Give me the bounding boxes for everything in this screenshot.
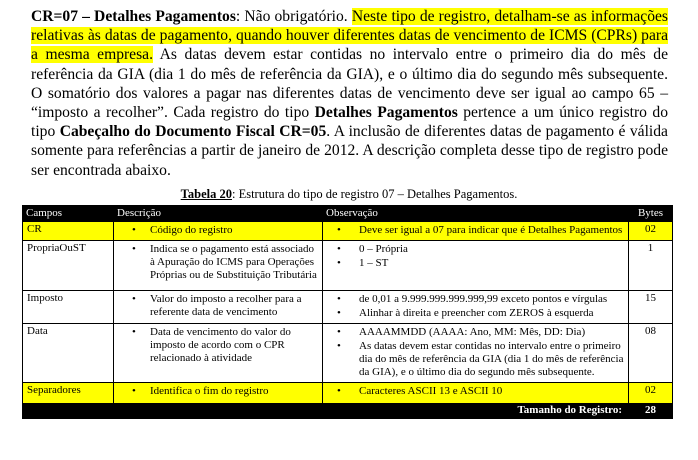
bullet-item [114, 243, 320, 282]
bullet-item [323, 340, 626, 379]
intro-paragraph [31, 7, 668, 180]
paragraph-text: As datas devem estar contidas no intervalo entre o primeiro dia do mês de referência da GIA (dia 1 do mês de referência da GIA), e o último dia do segundo mês subsequente. O somatório dos valores a pagar nas diferentes datas de vencimento deve ser igual ao campo 65 – “imposto a recolher”. Cada registro do tipo [31, 46, 668, 122]
bullet-item [323, 385, 626, 398]
bullet-icon: • [337, 292, 341, 305]
bullet-text: As datas devem estar contidas no intervalo entre o primeiro dia do mês de referência da GIA (dia 1 do mês de referência da GIA), e o último dia do segundo mês subsequente. [359, 339, 624, 378]
paragraph-text: . A inclusão de diferentes datas de pagamento é válida somente para referências a partir de janeiro de 2012. A descrição completa desse tipo de registro pode ser encontrada abaixo. [31, 123, 668, 179]
bullet-icon: • [337, 339, 341, 352]
table-footer-row [23, 403, 673, 418]
descricao-cell [114, 221, 323, 240]
records-table [22, 205, 673, 419]
bullet-text: Caracteres ASCII 13 e ASCII 10 [359, 384, 503, 397]
observacao-cell [323, 290, 629, 323]
paragraph-text: Detalhes Pagamentos [314, 104, 458, 122]
table-caption [0, 187, 698, 202]
bytes-cell: 02 [629, 382, 673, 403]
bullet-text: Identifica o fim do registro [150, 384, 269, 397]
bullet-text: AAAAMMDD (AAAA: Ano, MM: Mês, DD: Dia) [359, 325, 586, 338]
paragraph-text: pertence a um único registro do tipo [31, 104, 669, 141]
observacao-cell [323, 323, 629, 382]
bullet-item [323, 243, 626, 256]
bullet-icon: • [132, 223, 136, 236]
table-row [23, 323, 673, 382]
bullet-icon: • [132, 292, 136, 305]
bullet-item [323, 257, 626, 270]
observacao-cell [323, 382, 629, 403]
campo-cell: Separadores [23, 382, 114, 403]
bullet-item [323, 307, 626, 320]
bullet-icon: • [337, 223, 341, 236]
descricao-cell [114, 382, 323, 403]
descricao-cell [114, 290, 323, 323]
bullet-text: Data de vencimento do valor do imposto de acordo com o CPR relacionado à atividade [150, 325, 291, 364]
bullet-icon: • [337, 256, 341, 269]
bullet-item [323, 326, 626, 339]
column-header-campos: Campos [23, 205, 114, 221]
paragraph-text: CR=07 – Detalhes Pagamentos [31, 8, 236, 25]
bullet-item [323, 224, 626, 237]
bullet-text: Indica se o pagamento está associado à Apuração do ICMS para Operações Próprias ou de Substituição Tributária [150, 242, 317, 281]
campo-cell: Imposto [23, 290, 114, 323]
bullet-item [114, 224, 320, 237]
table-header-row [23, 205, 673, 221]
table-row [23, 290, 673, 323]
table-body [23, 221, 673, 403]
bullet-icon: • [337, 325, 341, 338]
bullet-item [323, 293, 626, 306]
bullet-icon: • [132, 384, 136, 397]
table-row [23, 382, 673, 403]
table-row [23, 221, 673, 240]
table-caption-label: Tabela 20 [180, 186, 232, 201]
record-size-label: Tamanho do Registro: [23, 403, 629, 418]
table-row [23, 240, 673, 290]
descricao-cell [114, 323, 323, 382]
column-header-bytes: Bytes [629, 205, 673, 221]
campo-cell: Data [23, 323, 114, 382]
bullet-text: Código do registro [150, 223, 233, 236]
bullet-text: 0 – Própria [359, 242, 408, 255]
campo-cell: PropriaOuST [23, 240, 114, 290]
bullet-item [114, 293, 320, 319]
paragraph-text: Cabeçalho do Documento Fiscal CR=05 [59, 123, 327, 141]
bytes-cell: 15 [629, 290, 673, 323]
descricao-cell [114, 240, 323, 290]
bullet-item [114, 385, 320, 398]
observacao-cell [323, 221, 629, 240]
bullet-icon: • [132, 325, 136, 338]
table-header [23, 205, 673, 221]
bullet-item [114, 326, 320, 365]
bullet-icon: • [337, 384, 341, 397]
campo-cell: CR [23, 221, 114, 240]
bullet-text: de 0,01 a 9.999.999.999.999,99 exceto pontos e vírgulas [359, 292, 608, 305]
bullet-text: Deve ser igual a 07 para indicar que é Detalhes Pagamentos [359, 223, 623, 236]
table-footer [23, 403, 673, 418]
bullet-text: 1 – ST [359, 256, 389, 269]
bytes-cell: 1 [629, 240, 673, 290]
bytes-cell: 08 [629, 323, 673, 382]
paragraph-text: : Não obrigatório. [235, 8, 352, 25]
record-size-value: 28 [629, 403, 673, 418]
highlighted-text: Neste tipo de registro, detalham-se as informações relativas às datas de pagamento, quando houver diferentes datas de vencimento de ICMS (CPRs) para a mesma empresa. [31, 8, 668, 64]
bullet-text: Valor do imposto a recolher para a referente data de vencimento [150, 292, 302, 318]
column-header-observacao: Observação [323, 205, 629, 221]
bullet-icon: • [337, 306, 341, 319]
document-page [0, 7, 698, 460]
column-header-descricao: Descrição [114, 205, 323, 221]
bullet-icon: • [132, 242, 136, 255]
table-caption-text: : Estrutura do tipo de registro 07 – Detalhes Pagamentos. [231, 186, 518, 201]
observacao-cell [323, 240, 629, 290]
bullet-icon: • [337, 242, 341, 255]
bytes-cell: 02 [629, 221, 673, 240]
bullet-text: Alinhar à direita e preencher com ZEROS à esquerda [359, 306, 594, 319]
